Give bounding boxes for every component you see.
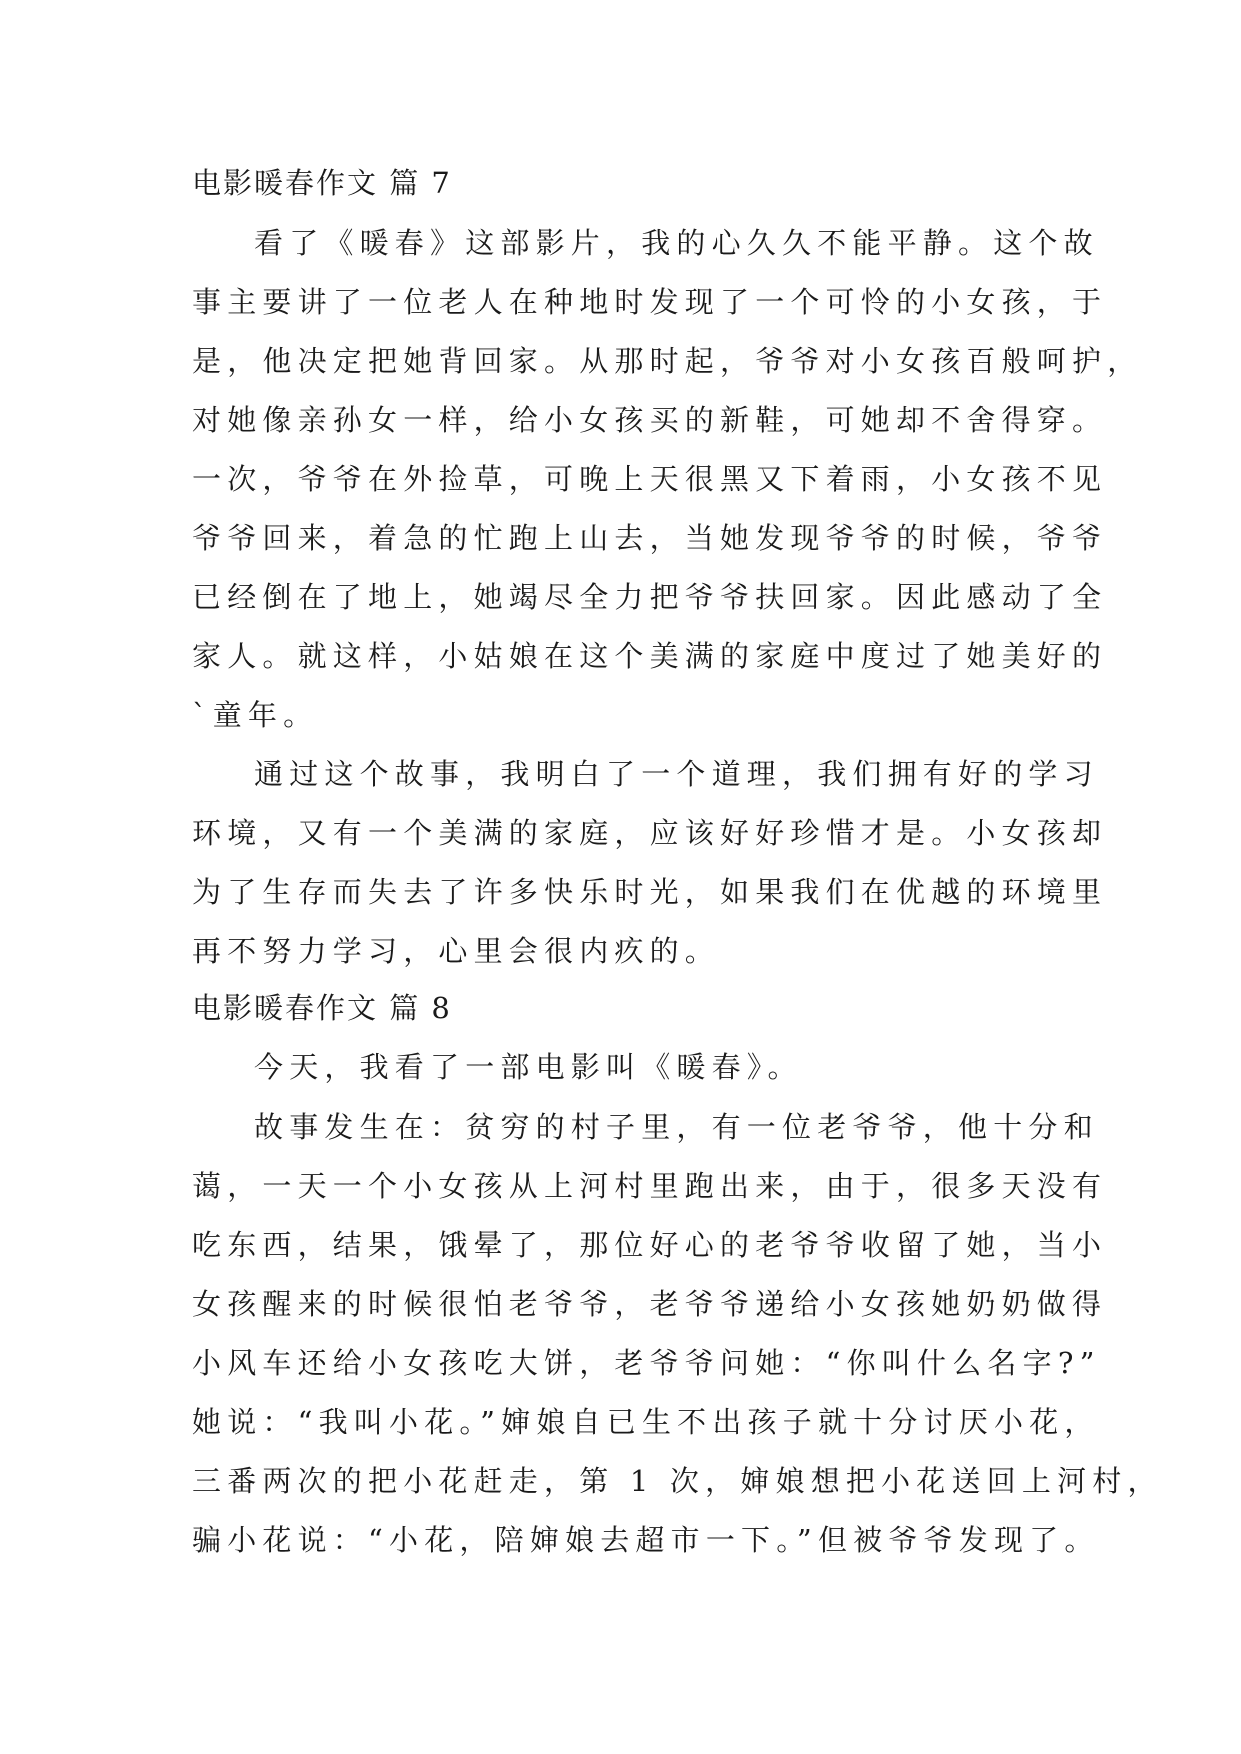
paragraph-line: 今天，我看了一部电影叫《暖春》。 <box>254 1050 803 1084</box>
paragraph-line: 对她像亲孙女一样，给小女孩买的新鞋，可她却不舍得穿。 <box>192 403 1108 437</box>
paragraph-line: 通过这个故事，我明白了一个道理，我们拥有好的学习 <box>254 757 1099 791</box>
paragraph-line: 她说：“我叫小花。”婶娘自已生不出孩子就十分讨厌小花， <box>192 1405 1100 1439</box>
paragraph-line: 为了生存而失去了许多快乐时光，如果我们在优越的环境里 <box>192 875 1108 909</box>
paragraph-line: 已经倒在了地上，她竭尽全力把爷爷扶回家。因此感动了全 <box>192 580 1108 614</box>
paragraph-line: 小风车还给小女孩吃大饼，老爷爷问她：“你叫什么名字?” <box>192 1346 1101 1380</box>
paragraph-line: 事主要讲了一位老人在种地时发现了一个可怜的小女孩，于 <box>192 285 1108 319</box>
paragraph-line: 蔼，一天一个小女孩从上河村里跑出来，由于，很多天没有 <box>192 1169 1108 1203</box>
section-heading: 电影暖春作文 篇 8 <box>192 991 452 1025</box>
paragraph-line: 故事发生在：贫穷的村子里，有一位老爷爷，他十分和 <box>254 1110 1099 1144</box>
paragraph-line: 三番两次的把小花赶走，第 1 次，婶娘想把小花送回上河村， <box>192 1464 1163 1498</box>
paragraph-line: 再不努力学习，心里会很内疚的。 <box>192 934 721 968</box>
section-heading: 电影暖春作文 篇 7 <box>192 166 452 200</box>
paragraph-line: `童年。 <box>192 698 319 732</box>
paragraph-line: 看了《暖春》这部影片，我的心久久不能平静。这个故 <box>254 226 1099 260</box>
paragraph-line: 吃东西，结果，饿晕了，那位好心的老爷爷收留了她，当小 <box>192 1228 1108 1262</box>
paragraph-line: 环境，又有一个美满的家庭，应该好好珍惜才是。小女孩却 <box>192 816 1108 850</box>
paragraph-line: 是，他决定把她背回家。从那时起，爷爷对小女孩百般呵护， <box>192 344 1143 378</box>
paragraph-line: 骗小花说：“小花，陪婶娘去超市一下。”但被爷爷发现了。 <box>192 1523 1100 1557</box>
paragraph-line: 一次，爷爷在外捡草，可晚上天很黑又下着雨，小女孩不见 <box>192 462 1108 496</box>
paragraph-line: 爷爷回来，着急的忙跑上山去，当她发现爷爷的时候，爷爷 <box>192 521 1108 555</box>
paragraph-line: 家人。就这样，小姑娘在这个美满的家庭中度过了她美好的 <box>192 639 1108 673</box>
paragraph-line: 女孩醒来的时候很怕老爷爷，老爷爷递给小女孩她奶奶做得 <box>192 1287 1108 1321</box>
